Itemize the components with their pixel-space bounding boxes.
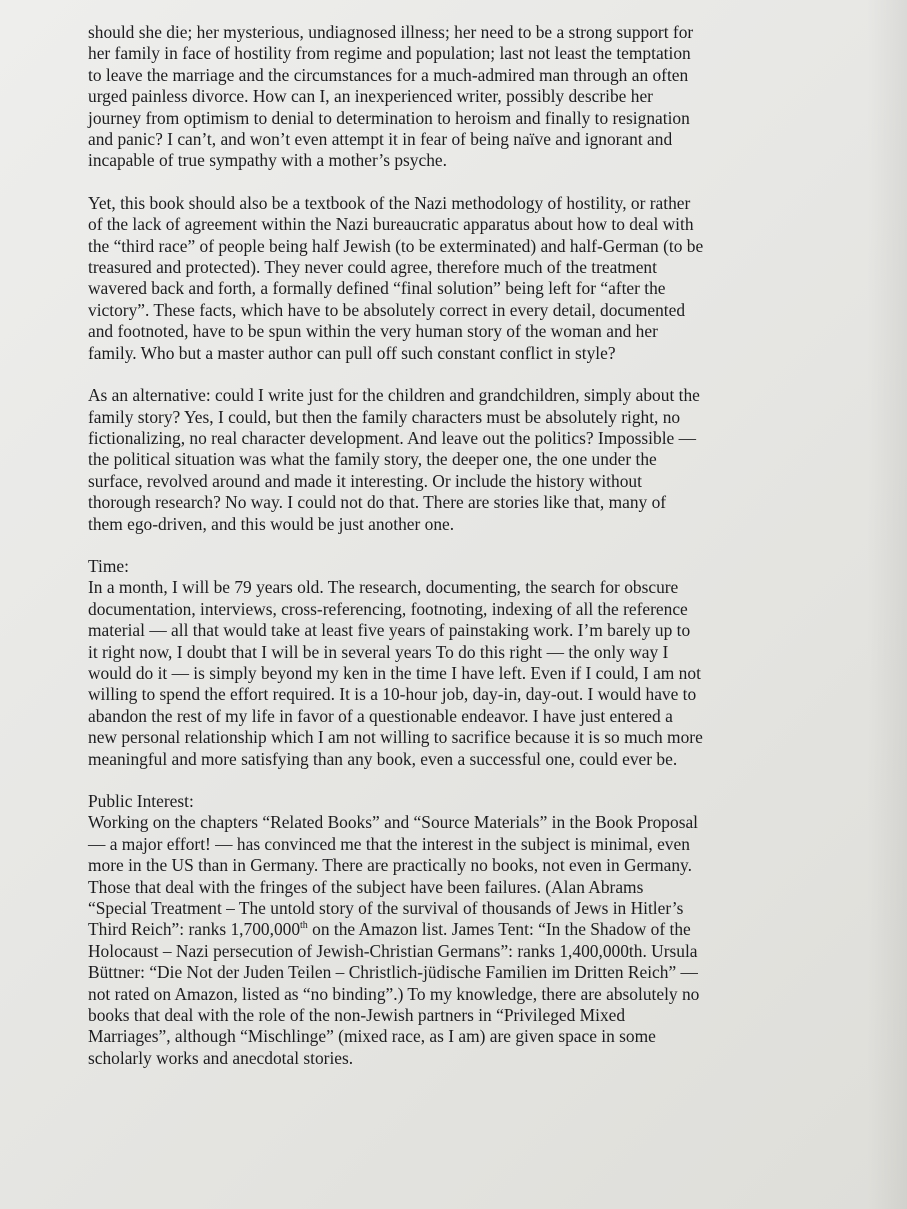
text-line: fictionalizing, no real character development. And leave out the politics? Impossible — — [88, 427, 696, 448]
text-line: the political situation was what the family story, the deeper one, the one under the — [88, 449, 657, 470]
text-line: should she die; her mysterious, undiagnosed illness; her need to be a strong support for — [88, 22, 694, 42]
text-line: would do it — is simply beyond my ken in the time I have left. Even if I could, I am not — [88, 662, 701, 683]
text-line: and panic? I can’t, and won’t even attempt it in fear of being naïve and ignorant and — [88, 129, 673, 150]
text-line: material — all that would take at least five years of painstaking work. I’m barely up to — [88, 620, 691, 641]
text-line: In a month, I will be 79 years old. The research, documenting, the search for obscure — [88, 577, 679, 598]
text-line: Yet, this book should also be a textbook of the Nazi methodology of hostility, or rather — [88, 192, 691, 213]
text-line: and footnoted, have to be spun within the very human story of the woman and her — [88, 321, 658, 342]
text-line: of the lack of agreement within the Nazi bureaucratic apparatus about how to deal with — [88, 214, 694, 235]
text-line: new personal relationship which I am not willing to sacrifice because it is so much more — [88, 727, 703, 748]
text-line: journey from optimism to denial to determination to heroism and finally to resignation — [88, 107, 690, 128]
text-line: the “third race” of people being half Jewish (to be exterminated) and half-German (to be — [88, 235, 704, 256]
paragraph-public-interest — [88, 791, 837, 1069]
text-fragment: on the Amazon list. James Tent: “In the Shadow of the — [307, 919, 691, 940]
text-line: family story? Yes, I could, but then the family characters must be absolutely right, no — [88, 406, 681, 427]
text-fragment: Third Reich”: ranks 1,700,000 — [88, 919, 301, 940]
text-line: Holocaust – Nazi persecution of Jewish-Christian Germans”: ranks 1,400,000th. Ursula — [88, 940, 698, 961]
text-line: willing to spend the effort required. It is a 10-hour job, day-in, day-out. I would have to — [88, 684, 697, 705]
text-line: As an alternative: could I write just for the children and grandchildren, simply about the — [88, 385, 700, 406]
text-line: thorough research? No way. I could not do that. There are stories like that, many of — [88, 492, 667, 513]
text-line: “Special Treatment – The untold story of the survival of thousands of Jews in Hitler’s — [88, 898, 684, 919]
text-line: family. Who but a master author can pull off such constant conflict in style? — [88, 342, 616, 363]
text-line: surface, revolved around and made it interesting. Or include the history without — [88, 470, 642, 491]
paragraph-textbook — [88, 193, 837, 364]
text-line: documentation, interviews, cross-referencing, footnoting, indexing of all the reference — [88, 598, 688, 619]
text-line: more in the US than in Germany. There are practically no books, not even in Germany. — [88, 855, 692, 876]
paragraph-alternative — [88, 385, 837, 535]
text-line: Büttner: “Die Not der Juden Teilen – Christlich-jüdische Familien im Dritten Reich” — — [88, 962, 698, 983]
text-line: books that deal with the role of the non-Jewish partners in “Privileged Mixed — [88, 1005, 626, 1026]
paragraph-time — [88, 556, 837, 770]
page-shadow — [867, 0, 907, 1209]
text-line: victory”. These facts, which have to be absolutely correct in every detail, documented — [88, 299, 686, 320]
section-heading-public-interest: Public Interest: — [88, 791, 194, 811]
text-line: Working on the chapters “Related Books” and “Source Materials” in the Book Proposal — [88, 812, 699, 833]
text-line: incapable of true sympathy with a mother’s psyche. — [88, 150, 447, 171]
text-line: her family in face of hostility from regime and population; last not least the temptation — [88, 43, 691, 64]
text-line: abandon the rest of my life in favor of a questionable endeavor. I have just entered a — [88, 705, 673, 726]
text-line: treasured and protected). They never could agree, therefore much of the treatment — [88, 257, 657, 278]
section-heading-time: Time: — [88, 555, 129, 576]
text-line: wavered back and forth, a formally defined “final solution” being left for “after the — [88, 278, 666, 299]
text-line: not rated on Amazon, listed as “no binding”.) To my knowledge, there are absolutely no — [88, 983, 700, 1004]
paragraph-illness — [88, 22, 837, 172]
text-line: them ego-driven, and this would be just another one. — [88, 513, 455, 534]
text-line: Marriages”, although “Mischlinge” (mixed race, as I am) are given space in some — [88, 1026, 656, 1047]
text-line: Those that deal with the fringes of the subject have been failures. (Alan Abrams — [88, 876, 644, 897]
text-line: urged painless divorce. How can I, an inexperienced writer, possibly describe her — [88, 86, 653, 107]
ordinal-superscript: th — [300, 920, 308, 932]
text-line: — a major effort! — has convinced me that the interest in the subject is minimal, even — [88, 833, 690, 854]
text-line-with-superscript — [88, 919, 837, 940]
text-line: scholarly works and anecdotal stories. — [88, 1047, 354, 1068]
text-line: it right now, I doubt that I will be in several years To do this right — the only way I — [88, 641, 669, 662]
text-line: to leave the marriage and the circumstances for a much-admired man through an often — [88, 64, 689, 85]
text-line: meaningful and more satisfying than any book, even a successful one, could ever be. — [88, 748, 678, 769]
